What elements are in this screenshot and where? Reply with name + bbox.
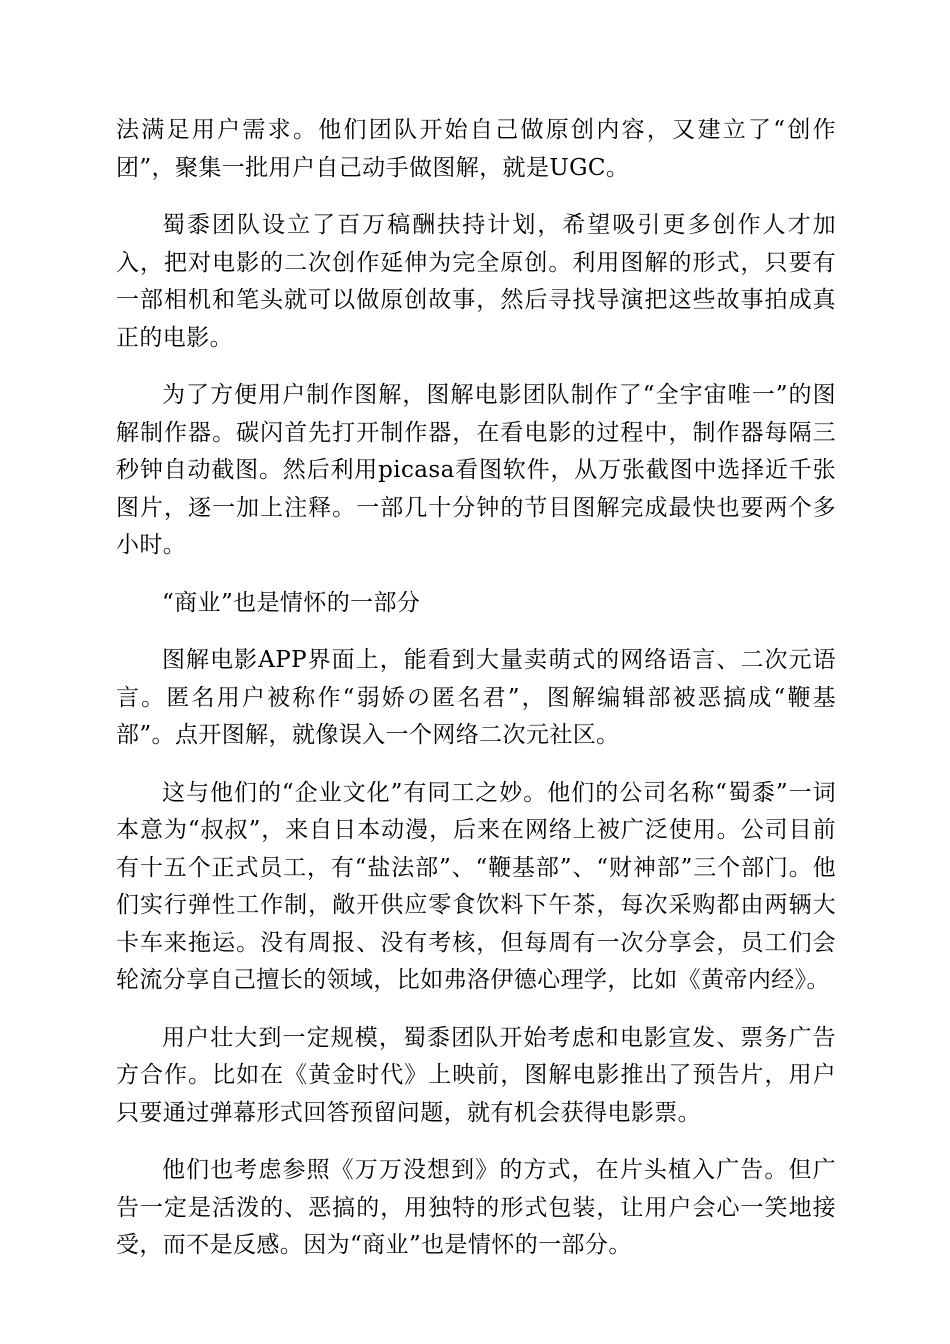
- paragraph-company-culture: 这与他们的“企业文化”有同工之妙。他们的公司名称“蜀黍”一词本意为“叔叔”，来自日本动漫，后来在网络上被广泛使用。公司目前有十五个正式员工，有“盐法部”、“鞭基部”、“财神部”三个部门。他们实行弹性工作制，敞开供应零食饮料下午茶，每次采购都由两辆大卡车来拖运。没有周报、没有考核，但每周有一次分享会，员工们会轮流分享自己擅长的领域，比如弗洛伊德心理学，比如《黄帝内经》。: [116, 779, 836, 993]
- paragraph-continuation: 法满足用户需求。他们团队开始自己做原创内容，又建立了“创作团”，聚集一批用户自己动手做图解，就是UGC。: [116, 117, 836, 181]
- article-body: [116, 112, 836, 1285]
- section-heading: “商业”也是情怀的一部分: [162, 589, 421, 616]
- paragraph-app-language: 图解电影APP界面上，能看到大量卖萌式的网络语言、二次元语言。匿名用户被称作“弱娇の匿名君”，图解编辑部被恶搞成“鞭基部”。点开图解，就像误入一个网络二次元社区。: [116, 647, 836, 748]
- paragraph-cooperation: 用户壮大到一定规模，蜀黍团队开始考虑和电影宣发、票务广告方合作。比如在《黄金时代》上映前，图解电影推出了预告片，用户只要通过弹幕形式回答预留问题，就有机会获得电影票。: [116, 1024, 836, 1126]
- paragraph-advertising: 他们也考虑参照《万万没想到》的方式，在片头植入广告。但广告一定是活泼的、恶搞的，用独特的形式包装，让用户会心一笑地接受，而不是反感。因为“商业”也是情怀的一部分。: [116, 1157, 836, 1258]
- paragraph-fund-plan: 蜀黍团队设立了百万稿酬扶持计划，希望吸引更多创作人才加入，把对电影的二次创作延伸为完全原创。利用图解的形式，只要有一部相机和笔头就可以做原创故事，然后寻找导演把这些故事拍成真正的电影。: [116, 212, 836, 351]
- paragraph-maker-tool: 为了方便用户制作图解，图解电影团队制作了“全宇宙唯一”的图解制作器。碳闪首先打开制作器，在看电影的过程中，制作器每隔三秒钟自动截图。然后利用picasa看图软件，从万张截图中选择近千张图片，逐一加上注释。一部几十分钟的节目图解完成最快也要两个多小时。: [116, 382, 836, 558]
